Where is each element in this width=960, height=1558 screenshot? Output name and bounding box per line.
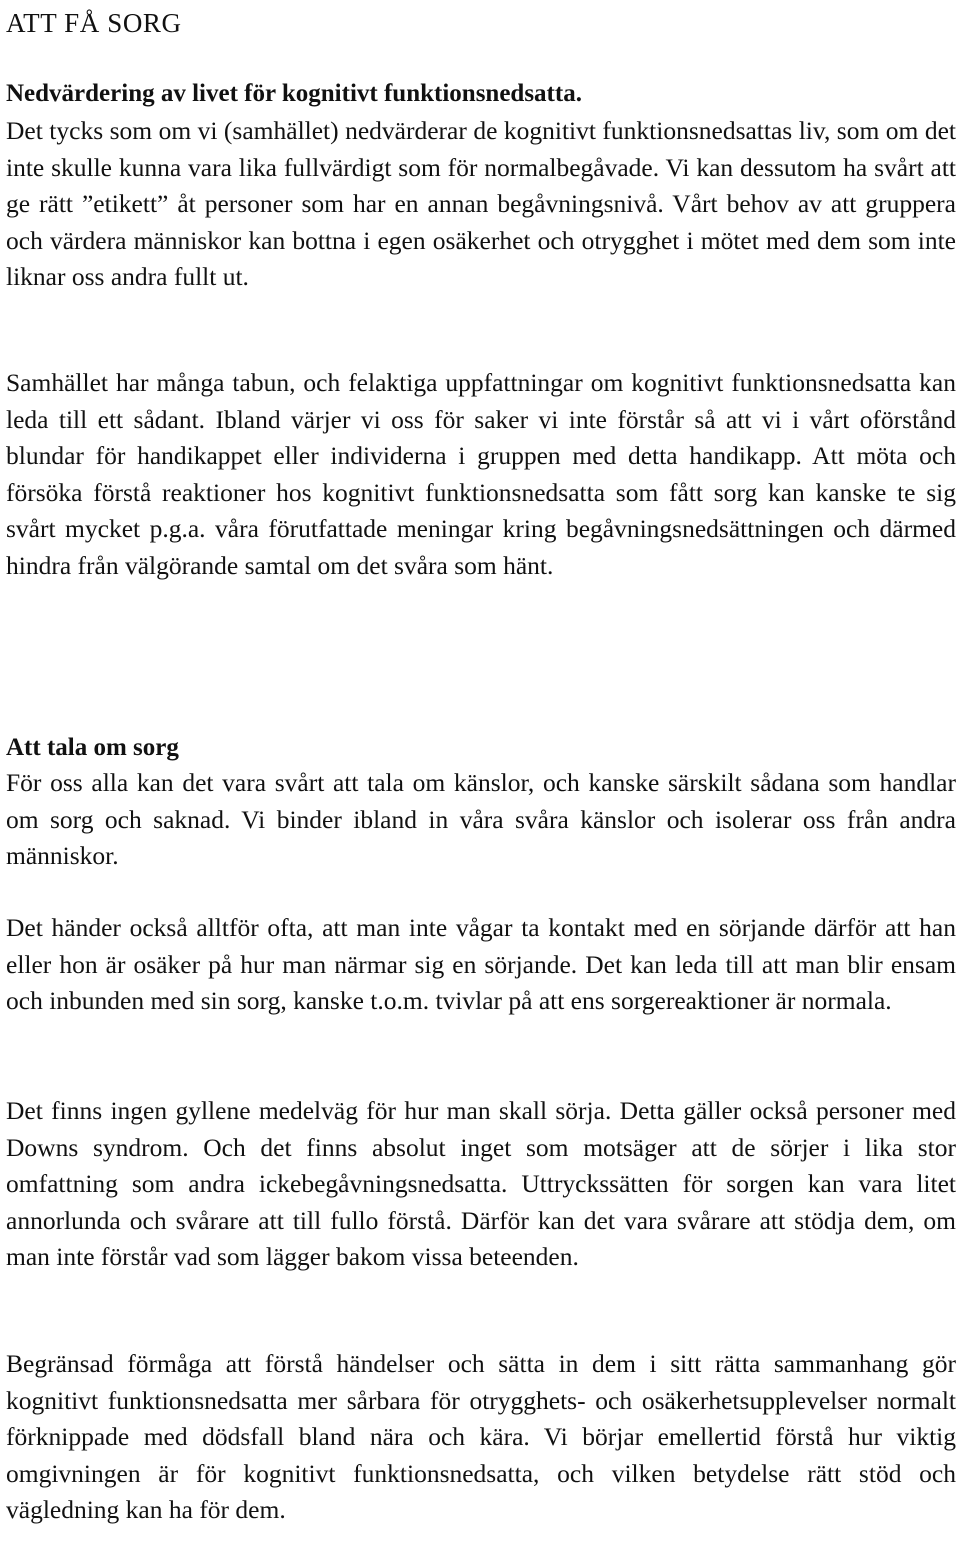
paragraph-grief-4: Begränsad förmåga att förstå händelser och sätta in dem i sitt rätta sammanhang gör kognitivt funktionsnedsatta mer sårbara för otrygghets- och osäkerhetsupplevelser normalt förknippade med dödsfall bland nära och kära. Vi börjar emellertid förstå hur viktig omgivningen är för kognitivt funktionsnedsatta, och vilken betydelse rätt stöd och vägledning kan ha för dem. — [6, 1349, 956, 1524]
paragraph-grief-1: För oss alla kan det vara svårt att tala om känslor, och kanske särskilt sådana som handlar om sorg och saknad. Vi binder ibland in våra svåra känslor och isolerar oss från andra människor. — [6, 768, 956, 870]
section-heading-devaluation: Nedvärdering av livet för kognitivt funktionsnedsatta. — [6, 80, 582, 107]
document-title: ATT FÅ SORG — [6, 8, 182, 38]
paragraph-devaluation-2: Samhället har många tabun, och felaktiga uppfattningar om kognitivt funktionsnedsatta kan leda till ett sådant. Ibland värjer vi oss för saker vi inte förstår så att vi i vårt oförstånd blundar för handikappet eller individerna i gruppen med detta handikapp. Att möta och försöka förstå reaktioner hos kognitivt funktionsnedsatta som fått sorg kan kanske te sig svårt mycket p.g.a. våra förutfattade meningar kring begåvningsnedsättningen och därmed hindra från välgörande samtal om det svåra som hänt. — [6, 368, 956, 580]
paragraph-devaluation-1: Det tycks som om vi (samhället) nedvärderar de kognitivt funktionsnedsattas liv, som om det inte skulle kunna vara lika fullvärdigt som för normalbegåvade. Vi kan dessutom ha svårt att ge rätt ”etikett” åt personer som har en annan begåvningsnivå. Vårt behov av att gruppera och värdera människor kan bottna i egen osäkerhet och otrygghet i mötet med dem som inte liknar oss andra fullt ut. — [6, 116, 956, 291]
paragraph-grief-2: Det händer också alltför ofta, att man inte vågar ta kontakt med en sörjande därför att han eller hon är osäker på hur man närmar sig en sörjande. Det kan leda till att man blir ensam och inbunden med sin sorg, kanske t.o.m. tvivlar på att ens sorgereaktioner är normala. — [6, 913, 956, 1015]
paragraph-grief-3: Det finns ingen gyllene medelväg för hur man skall sörja. Detta gäller också personer med Downs syndrom. Och det finns absolut inget som motsäger att de sörjer i lika stor omfattning som andra ickebegåvningsnedsatta. Uttryckssätten för sorgen kan vara litet annorlunda och svårare att till fullo förstå. Därför kan det vara svårare att stödja dem, om man inte förstår vad som lägger bakom vissa beteenden. — [6, 1096, 956, 1271]
section-heading-talking-about-grief: Att tala om sorg — [6, 734, 179, 761]
